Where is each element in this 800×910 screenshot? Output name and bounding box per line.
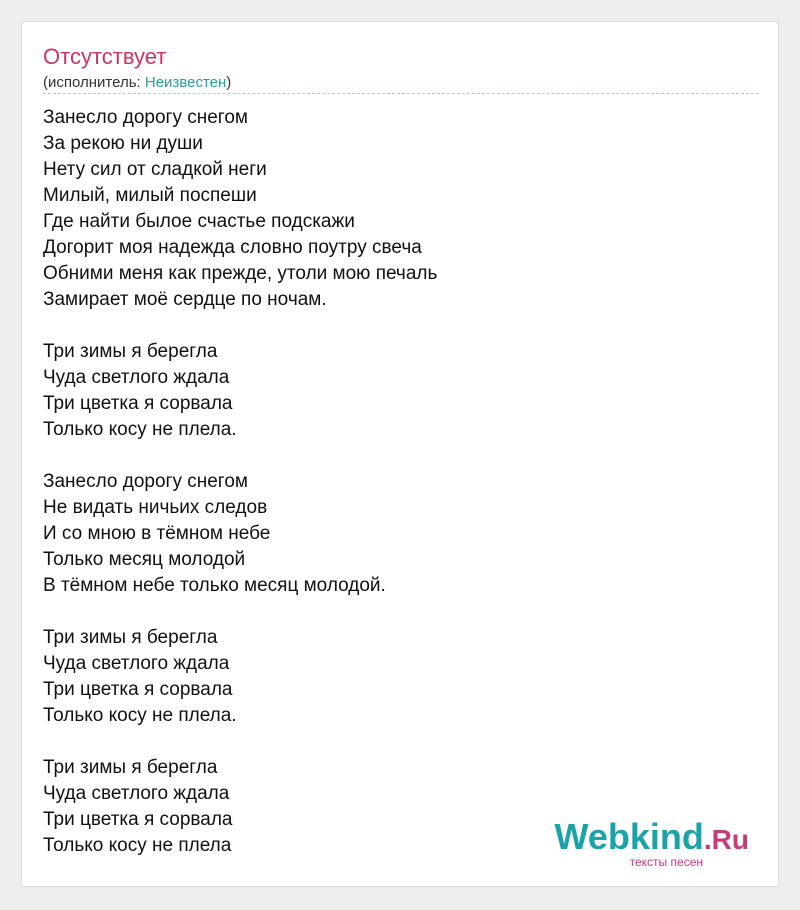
title-divider	[43, 93, 759, 94]
lyric-line: Догорит моя надежда словно поутру свеча	[43, 237, 422, 258]
song-title: Отсутствует	[43, 44, 167, 69]
stanza-gap	[43, 729, 437, 755]
lyric-line: Чуда светлого ждала	[43, 367, 230, 388]
artist-suffix: )	[226, 74, 232, 91]
lyric-line: Обними меня как прежде, утоли мою печаль	[43, 263, 438, 284]
lyrics-card	[21, 21, 779, 887]
lyric-line: В тёмном небе только месяц молодой.	[43, 575, 386, 596]
lyric-line: Замирает моё сердце по ночам.	[43, 289, 327, 310]
lyric-line: Нету сил от сладкой неги	[43, 159, 267, 180]
logo-tld: .Ru	[703, 824, 749, 855]
lyric-line: Только косу не плела.	[43, 419, 237, 440]
lyric-line: Три зимы я берегла	[43, 341, 218, 362]
lyric-line: Три зимы я берегла	[43, 627, 218, 648]
site-logo[interactable]	[554, 816, 749, 869]
stanza-gap	[43, 313, 437, 339]
lyric-line: Три цветка я сорвала	[43, 393, 233, 414]
lyric-line: Чуда светлого ждала	[43, 783, 230, 804]
lyric-line: И со мною в тёмном небе	[43, 523, 271, 544]
lyric-line: Не видать ничьих следов	[43, 497, 268, 518]
lyric-line: Три зимы я берегла	[43, 757, 218, 778]
logo-main-text: Webkind	[554, 816, 704, 857]
lyric-line: Три цветка я сорвала	[43, 809, 233, 830]
logo-subtitle: тексты песен	[629, 855, 703, 869]
lyric-line: Милый, милый поспеши	[43, 185, 257, 206]
lyric-line: Чуда светлого ждала	[43, 653, 230, 674]
artist-line	[43, 73, 231, 93]
lyric-line: Только косу не плела.	[43, 705, 237, 726]
lyric-line: Занесло дорогу снегом	[43, 107, 248, 128]
lyrics-body	[43, 105, 437, 859]
lyric-line: За рекою ни души	[43, 133, 203, 154]
artist-prefix: (исполнитель:	[43, 74, 145, 91]
lyric-line: Только месяц молодой	[43, 549, 246, 570]
stanza-gap	[43, 443, 437, 469]
artist-link[interactable]: Неизвестен	[144, 74, 227, 91]
stanza-gap	[43, 599, 437, 625]
lyric-line: Только косу не плела	[43, 835, 232, 856]
lyric-line: Занесло дорогу снегом	[43, 471, 248, 492]
lyric-line: Три цветка я сорвала	[43, 679, 233, 700]
logo-wordmark	[554, 816, 749, 858]
lyric-line: Где найти былое счастье подскажи	[43, 211, 355, 232]
